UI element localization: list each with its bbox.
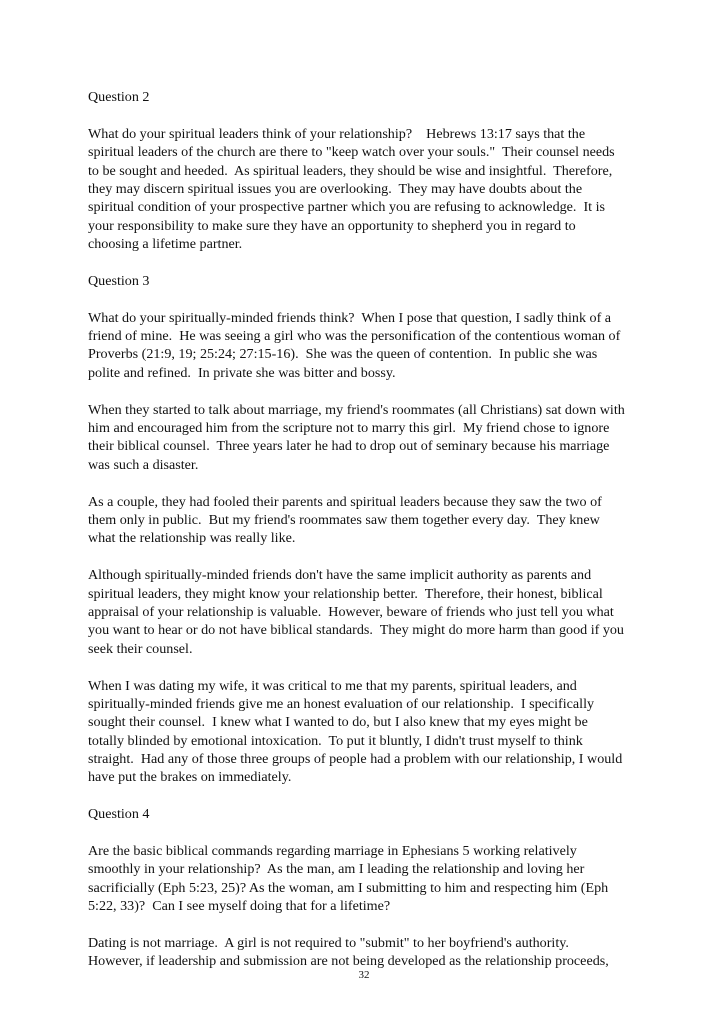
paragraph-gap xyxy=(88,824,678,842)
paragraph-gap xyxy=(88,106,678,124)
text-line: 5:22, 33)? Can I see myself doing that for a lifetime? xyxy=(88,898,391,915)
paragraph xyxy=(88,842,678,916)
paragraph xyxy=(88,934,678,971)
text-line: When I was dating my wife, it was critical to me that my parents, spiritual leaders, and xyxy=(88,677,577,694)
paragraph xyxy=(88,493,678,548)
text-line: spiritual condition of your prospective partner which you are refusing to acknowledge. It is xyxy=(88,199,606,216)
paragraph-gap xyxy=(88,658,678,676)
text-line: friend of mine. He was seeing a girl who was the personification of the contentious woman of xyxy=(88,328,621,345)
text-line: What do your spiritual leaders think of your relationship? Hebrews 13:17 says that the xyxy=(88,125,586,142)
text-line: their biblical counsel. Three years later he had to drop out of seminary because his marriage xyxy=(88,438,610,455)
text-line: Proverbs (21:9, 19; 25:24; 27:15-16). She was the queen of contention. In public she was xyxy=(88,346,598,363)
section-heading xyxy=(88,272,678,290)
paragraph-gap xyxy=(88,382,678,400)
text-line: spiritual leaders, they might know your relationship better. Therefore, their honest, biblical xyxy=(88,585,603,602)
text-line: you want to hear or do not have biblical standards. They might do more harm than good if you xyxy=(88,622,624,639)
heading-text: Question 2 xyxy=(88,89,150,105)
text-line: Dating is not marriage. A girl is not required to "submit" to her boyfriend's authority. xyxy=(88,934,569,951)
text-line: sought their counsel. I knew what I wanted to do, but I also knew that my eyes might be xyxy=(88,714,588,731)
paragraph xyxy=(88,125,678,254)
paragraph xyxy=(88,401,678,475)
text-line: Although spiritually-minded friends don't have the same implicit authority as parents and xyxy=(88,567,592,584)
text-line: Are the basic biblical commands regarding marriage in Ephesians 5 working relatively xyxy=(88,843,577,860)
text-line: seek their counsel. xyxy=(88,640,193,657)
text-line: appraisal of your relationship is valuable. However, beware of friends who just tell you what xyxy=(88,603,614,620)
text-line: sacrificially (Eph 5:23, 25)? As the woman, am I submitting to him and respecting him (Eph xyxy=(88,879,609,896)
text-line: However, if leadership and submission are not being developed as the relationship proceeds, xyxy=(88,953,609,970)
text-line: spiritually-minded friends give me an honest evaluation of our relationship. I specifically xyxy=(88,695,595,712)
text-line: As a couple, they had fooled their parents and spiritual leaders because they saw the two of xyxy=(88,493,602,510)
text-line: they may discern spiritual issues you are overlooking. They may have doubts about the xyxy=(88,180,583,197)
paragraph-gap xyxy=(88,916,678,934)
text-line: was such a disaster. xyxy=(88,456,199,473)
text-line: him and encouraged him from the scripture not to marry this girl. My friend chose to ignore xyxy=(88,420,610,437)
text-line: When they started to talk about marriage, my friend's roommates (all Christians) sat down with xyxy=(88,401,625,418)
page-content xyxy=(88,88,678,971)
page-number: 32 xyxy=(358,969,370,981)
text-line: smoothly in your relationship? As the man, am I leading the relationship and loving her xyxy=(88,861,585,878)
text-line: straight. Had any of those three groups of people had a problem with our relationship, I would xyxy=(88,751,623,768)
paragraph-gap xyxy=(88,548,678,566)
text-line: spiritual leaders of the church are there to "keep watch over your souls." Their counsel needs xyxy=(88,144,615,161)
paragraph xyxy=(88,677,678,787)
text-line: choosing a lifetime partner. xyxy=(88,236,243,253)
heading-text: Question 4 xyxy=(88,806,150,823)
text-line: totally blinded by emotional intoxication. To put it bluntly, I didn't trust myself to think xyxy=(88,732,583,749)
text-line: have put the brakes on immediately. xyxy=(88,769,292,786)
section-heading xyxy=(88,805,678,823)
text-line: what the relationship was really like. xyxy=(88,530,296,547)
paragraph-gap xyxy=(88,787,678,805)
paragraph xyxy=(88,566,678,658)
text-line: to be sought and heeded. As spiritual leaders, they should be wise and insightful. Therefore, xyxy=(88,162,613,179)
heading-text: Question 3 xyxy=(88,272,150,289)
text-line: your responsibility to make sure they have an opportunity to shepherd you in regard to xyxy=(88,217,576,234)
text-line: What do your spiritually-minded friends think? When I pose that question, I sadly think of a xyxy=(88,309,612,326)
text-line: them only in public. But my friend's roommates saw them together every day. They knew xyxy=(88,511,600,528)
paragraph-gap xyxy=(88,290,678,308)
text-line: polite and refined. In private she was bitter and bossy. xyxy=(88,364,396,381)
section-heading xyxy=(88,88,678,106)
paragraph-gap xyxy=(88,254,678,272)
paragraph-gap xyxy=(88,474,678,492)
paragraph xyxy=(88,309,678,383)
